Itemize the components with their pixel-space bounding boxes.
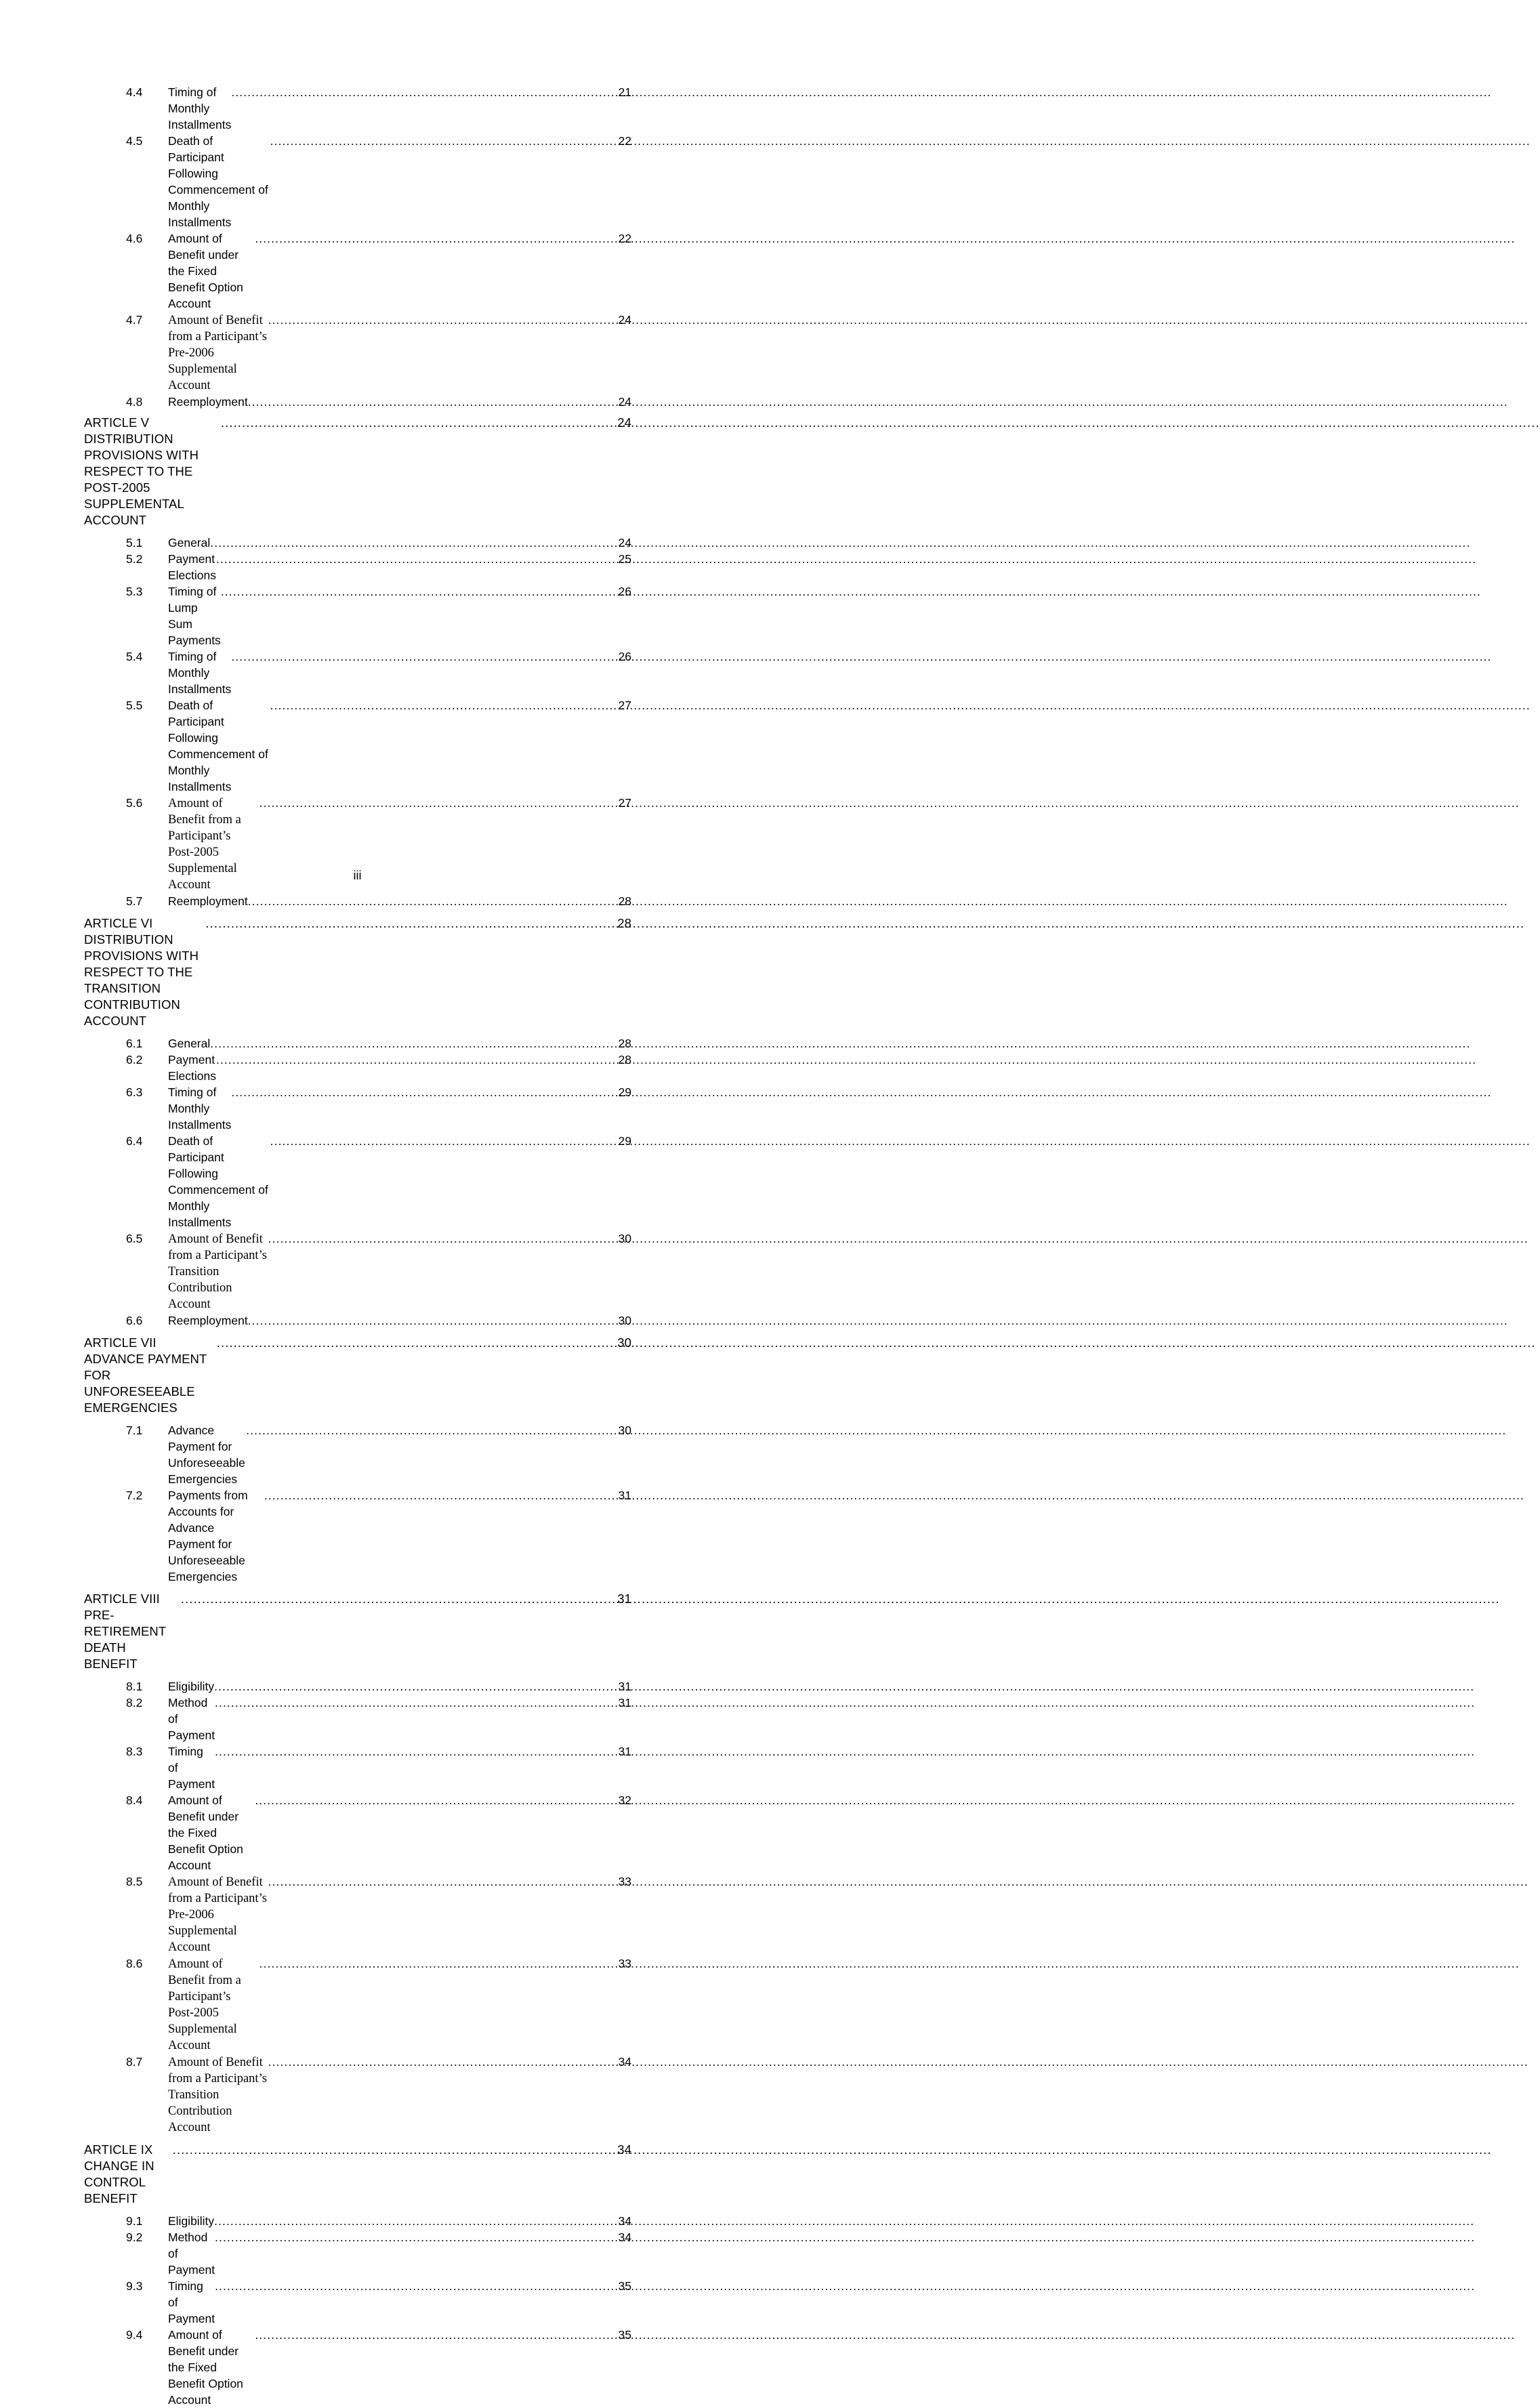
toc-section-number: 8.7 <box>126 2055 143 2069</box>
toc-section-entry[interactable] <box>84 583 631 648</box>
toc-page-number: 34 <box>618 2214 631 2228</box>
toc-dot-leader <box>231 1084 615 1100</box>
toc-page-number: 30 <box>618 1314 631 1327</box>
toc-section-entry[interactable] <box>84 1422 631 1487</box>
toc-page-number: 21 <box>618 85 631 99</box>
toc-section-number: 6.1 <box>126 1037 143 1050</box>
toc-section-number: 6.3 <box>126 1085 143 1099</box>
toc-section-entry[interactable] <box>84 1743 631 1792</box>
toc-page-number: 31 <box>618 1680 631 1693</box>
toc-entry-title: Payment Elections <box>168 1053 217 1083</box>
toc-section-number: 7.2 <box>126 1489 143 1502</box>
toc-section-entry[interactable] <box>84 1230 631 1312</box>
toc-page-number: 26 <box>618 650 631 663</box>
toc-section-number: 5.7 <box>126 894 143 908</box>
toc-section-entry[interactable] <box>84 1084 631 1133</box>
toc-dot-leader <box>221 583 616 600</box>
toc-section-number: 4.7 <box>126 313 143 327</box>
toc-page-number: 34 <box>617 2142 631 2157</box>
toc-section-entry[interactable] <box>84 1695 631 1743</box>
toc-section-entry[interactable] <box>84 535 631 551</box>
toc-section-number: 9.3 <box>126 2279 143 2293</box>
toc-section-number: 8.5 <box>126 1875 143 1888</box>
toc-page-number: 31 <box>618 1696 631 1709</box>
toc-section-entry[interactable] <box>84 230 631 312</box>
toc-dot-leader <box>216 551 616 567</box>
toc-section-entry[interactable] <box>84 1792 631 1873</box>
toc-page-number: 28 <box>618 1037 631 1050</box>
toc-entry-title: ARTICLE IX CHANGE IN CONTROL BENEFIT <box>84 2142 154 2205</box>
toc-dot-leader <box>248 394 616 410</box>
toc-dot-leader <box>214 1678 615 1695</box>
toc-page-number: 29 <box>618 1085 631 1099</box>
toc-entry-title: Method of Payment <box>168 2230 215 2277</box>
toc-section-number: 8.4 <box>126 1793 143 1807</box>
toc-dot-leader <box>264 1487 616 1503</box>
toc-page-number: 27 <box>618 796 631 810</box>
toc-dot-leader <box>210 535 615 551</box>
toc-page-number: 22 <box>618 232 631 245</box>
toc-page-number: 33 <box>618 1957 631 1970</box>
table-of-contents <box>84 84 631 2408</box>
toc-entry-title: Amount of Benefit from a Participant’s Post-2005 Supplemental Account <box>168 797 241 892</box>
toc-page-number: 35 <box>618 2328 631 2342</box>
toc-entry-title: ARTICLE V DISTRIBUTION PROVISIONS WITH RESPECT TO THE POST-2005 SUPPLEMENTAL ACCOUNT <box>84 415 199 527</box>
toc-section-number: 9.2 <box>126 2230 143 2244</box>
toc-section-entry[interactable] <box>84 2229 631 2278</box>
toc-section-entry[interactable] <box>84 893 631 909</box>
toc-section-number: 8.6 <box>126 1957 143 1970</box>
toc-section-entry[interactable] <box>84 551 631 583</box>
toc-dot-leader <box>231 648 615 665</box>
toc-section-entry[interactable] <box>84 1873 631 1955</box>
toc-dot-leader <box>217 1335 615 1351</box>
toc-page-number: 30 <box>618 1424 631 1437</box>
toc-section-entry[interactable] <box>84 394 631 410</box>
toc-section-number: 4.8 <box>126 395 143 409</box>
toc-page-number: 25 <box>618 552 631 566</box>
toc-entry-title: Reemployment <box>168 395 248 409</box>
toc-section-number: 6.6 <box>126 1314 143 1327</box>
toc-entry-title: General <box>168 536 211 549</box>
toc-section-number: 4.6 <box>126 232 143 245</box>
toc-dot-leader <box>205 915 615 932</box>
toc-entry-title: Amount of Benefit under the Fixed Benefit Option Account <box>168 232 243 310</box>
toc-article-entry[interactable] <box>84 915 631 1029</box>
toc-entry-title: Reemployment <box>168 1314 248 1327</box>
toc-dot-leader <box>246 1422 615 1438</box>
toc-article-entry[interactable] <box>84 1591 631 1672</box>
toc-dot-leader <box>255 230 615 247</box>
toc-entry-title: ARTICLE VI DISTRIBUTION PROVISIONS WITH RESPECT TO THE TRANSITION CONTRIBUTION ACCOUNT <box>84 916 199 1028</box>
toc-entry-title: Amount of Benefit from a Participant’s Post-2005 Supplemental Account <box>168 1957 241 2052</box>
toc-entry-title: Payments from Accounts for Advance Payment for Unforeseeable Emergencies <box>168 1489 248 1583</box>
toc-dot-leader <box>268 1873 616 1890</box>
toc-page-number: 24 <box>617 415 631 430</box>
toc-section-entry[interactable] <box>84 1052 631 1084</box>
toc-dot-leader <box>214 2213 615 2229</box>
toc-page-number: 30 <box>617 1335 631 1350</box>
toc-entry-title: Amount of Benefit under the Fixed Benefit Option Account <box>168 1793 243 1872</box>
toc-section-entry[interactable] <box>84 2278 631 2327</box>
toc-page-number: 28 <box>618 1053 631 1066</box>
toc-page-number: 24 <box>618 313 631 327</box>
toc-dot-leader <box>173 2142 615 2158</box>
toc-section-entry[interactable] <box>84 2327 631 2408</box>
toc-dot-leader <box>255 2327 615 2343</box>
toc-page-number: 31 <box>618 1489 631 1502</box>
page-number-footer: iii <box>353 869 362 882</box>
toc-page-number: 27 <box>618 699 631 712</box>
toc-dot-leader <box>268 1230 616 1247</box>
toc-section-entry[interactable] <box>84 1678 631 1695</box>
toc-dot-leader <box>216 1052 616 1068</box>
toc-section-number: 4.4 <box>126 85 143 99</box>
toc-section-number: 5.2 <box>126 552 143 566</box>
toc-entry-title: Payment Elections <box>168 552 217 582</box>
toc-page-number: 26 <box>618 585 631 598</box>
toc-entry-title: Death of Participant Following Commencement of Monthly Installments <box>168 134 268 229</box>
toc-section-entry[interactable] <box>84 312 631 394</box>
toc-entry-title: Method of Payment <box>168 1696 215 1742</box>
toc-section-number: 6.2 <box>126 1053 143 1066</box>
toc-section-entry[interactable] <box>84 133 631 230</box>
toc-section-number: 6.4 <box>126 1134 143 1148</box>
toc-entry-title: Death of Participant Following Commencement of Monthly Installments <box>168 699 268 793</box>
toc-section-number: 7.1 <box>126 1424 143 1437</box>
toc-entry-title: Death of Participant Following Commencement of Monthly Installments <box>168 1134 268 1229</box>
toc-entry-title: Timing of Lump Sum Payments <box>168 585 221 647</box>
toc-section-number: 5.1 <box>126 536 143 549</box>
toc-section-number: 6.5 <box>126 1232 143 1245</box>
toc-page-number: 33 <box>618 1875 631 1888</box>
toc-page-number: 28 <box>617 916 631 930</box>
toc-section-entry[interactable] <box>84 2054 631 2136</box>
toc-dot-leader <box>210 1035 615 1052</box>
toc-section-entry[interactable] <box>84 648 631 697</box>
toc-entry-title: Amount of Benefit from a Participant’s Pre-2006 Supplemental Account <box>168 1875 267 1954</box>
toc-dot-leader <box>181 1591 615 1607</box>
toc-article-entry[interactable] <box>84 2142 631 2207</box>
toc-entry-title: Timing of Payment <box>168 1745 215 1791</box>
toc-section-number: 5.5 <box>126 699 143 712</box>
toc-section-number: 5.3 <box>126 585 143 598</box>
toc-section-entry[interactable] <box>84 84 631 133</box>
toc-section-entry[interactable] <box>84 1133 631 1230</box>
toc-page-number: 31 <box>618 1745 631 1758</box>
toc-page-number: 32 <box>618 1793 631 1807</box>
toc-entry-title: Advance Payment for Unforeseeable Emergencies <box>168 1424 245 1486</box>
toc-entry-title: Eligibility <box>168 1680 215 1693</box>
toc-dot-leader <box>215 2278 615 2294</box>
toc-section-entry[interactable] <box>84 1035 631 1052</box>
toc-page-number: 30 <box>618 1232 631 1245</box>
toc-page-number: 24 <box>618 536 631 549</box>
toc-page-number: 22 <box>618 134 631 148</box>
toc-section-entry[interactable] <box>84 1487 631 1585</box>
toc-entry-title: ARTICLE VII ADVANCE PAYMENT FOR UNFORESEEABLE EMERGENCIES <box>84 1335 207 1415</box>
toc-section-number: 4.5 <box>126 134 143 148</box>
toc-section-entry[interactable] <box>84 2213 631 2229</box>
toc-section-number: 5.4 <box>126 650 143 663</box>
toc-section-number: 9.4 <box>126 2328 143 2342</box>
toc-entry-title: Timing of Monthly Installments <box>168 85 232 131</box>
toc-dot-leader <box>255 1792 615 1808</box>
toc-page-number: 34 <box>618 2055 631 2069</box>
toc-dot-leader <box>248 893 616 909</box>
toc-section-entry[interactable] <box>84 1312 631 1329</box>
toc-entry-title: Amount of Benefit from a Participant’s Pre-2006 Supplemental Account <box>168 314 267 392</box>
toc-section-number: 8.2 <box>126 1696 143 1709</box>
toc-entry-title: Amount of Benefit under the Fixed Benefit Option Account <box>168 2328 243 2407</box>
toc-dot-leader <box>215 2229 615 2245</box>
toc-entry-title: Timing of Payment <box>168 2279 215 2325</box>
toc-dot-leader <box>270 133 616 149</box>
toc-page-number: 29 <box>618 1134 631 1148</box>
toc-entry-title: ARTICLE VIII PRE-RETIREMENT DEATH BENEFIT <box>84 1592 166 1671</box>
toc-section-number: 8.1 <box>126 1680 143 1693</box>
toc-article-entry[interactable] <box>84 1335 631 1416</box>
toc-dot-leader <box>270 1133 616 1149</box>
toc-dot-leader <box>231 84 615 100</box>
toc-section-number: 5.6 <box>126 796 143 810</box>
toc-entry-title: Amount of Benefit from a Participant’s Transition Contribution Account <box>168 1232 267 1311</box>
toc-dot-leader <box>221 415 615 431</box>
toc-entry-title: General <box>168 1037 211 1050</box>
toc-dot-leader <box>259 1955 616 1972</box>
toc-dot-leader <box>259 795 616 811</box>
toc-section-entry[interactable] <box>84 1955 631 2054</box>
toc-dot-leader <box>215 1743 615 1760</box>
toc-dot-leader <box>268 2054 616 2070</box>
toc-section-number: 9.1 <box>126 2214 143 2228</box>
toc-section-entry[interactable] <box>84 697 631 795</box>
toc-page-number: 31 <box>617 1592 631 1606</box>
toc-article-entry[interactable] <box>84 415 631 528</box>
toc-entry-title: Timing of Monthly Installments <box>168 650 232 696</box>
toc-entry-title: Timing of Monthly Installments <box>168 1085 232 1132</box>
toc-page-number: 24 <box>618 395 631 409</box>
toc-dot-leader <box>268 312 616 328</box>
toc-page-number: 34 <box>618 2230 631 2244</box>
toc-entry-title: Amount of Benefit from a Participant’s Transition Contribution Account <box>168 2056 267 2134</box>
toc-page-number: 35 <box>618 2279 631 2293</box>
toc-dot-leader <box>215 1695 615 1711</box>
toc-page-number: 28 <box>618 894 631 908</box>
toc-entry-title: Eligibility <box>168 2214 215 2228</box>
toc-dot-leader <box>270 697 616 713</box>
toc-dot-leader <box>248 1312 616 1329</box>
toc-section-number: 8.3 <box>126 1745 143 1758</box>
toc-entry-title: Reemployment <box>168 894 248 908</box>
